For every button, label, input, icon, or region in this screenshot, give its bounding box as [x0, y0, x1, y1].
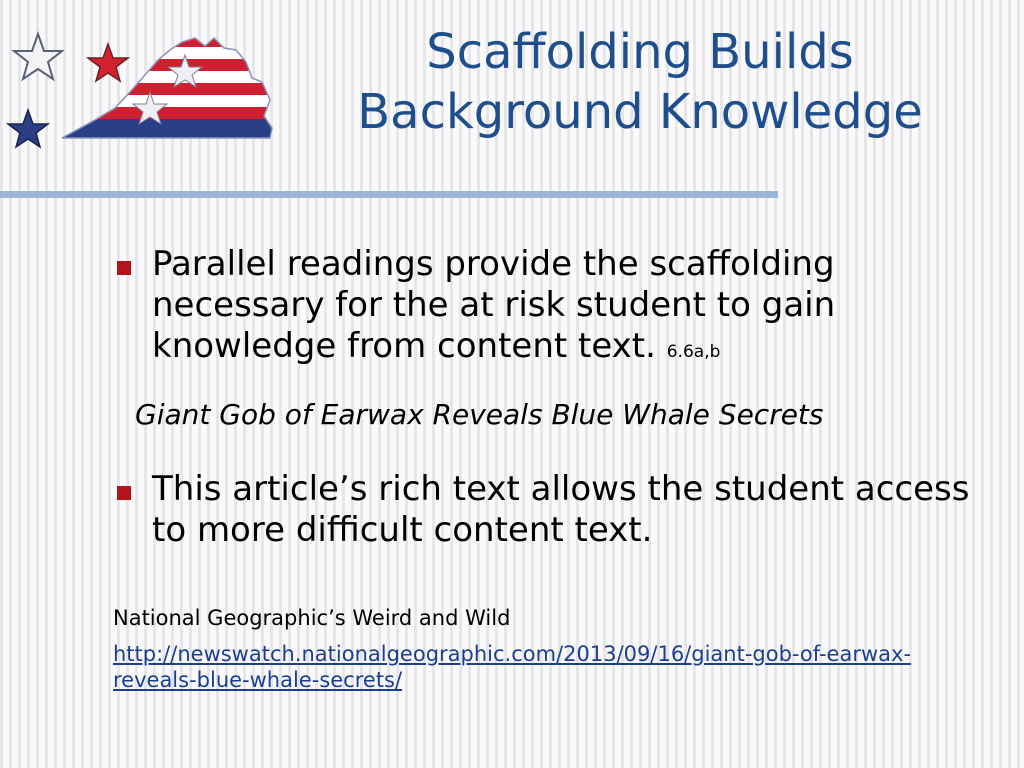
- slide-title-line1: Scaffolding Builds: [426, 24, 854, 80]
- slide-title: [280, 22, 1000, 142]
- bullet-text: This article’s rich text allows the student access to more difficult content text.: [152, 469, 970, 550]
- bullet-text: [152, 244, 987, 373]
- title-divider: [0, 191, 778, 198]
- bullet-item: [117, 469, 987, 551]
- article-title: Giant Gob of Earwax Reveals Blue Whale Secrets: [135, 398, 824, 431]
- virginia-flag-logo: [0, 20, 290, 160]
- article-link[interactable]: http://newswatch.nationalgeographic.com/2013/09/16/giant-gob-of-earwax-reveals-blue-whale-secrets/: [113, 642, 912, 692]
- bullet-item: [117, 244, 987, 373]
- square-bullet-icon: [117, 486, 131, 500]
- square-bullet-icon: [117, 261, 131, 275]
- white-star-icon: [14, 34, 62, 79]
- slide-title-line2: Background Knowledge: [357, 84, 923, 140]
- blue-star-icon: [8, 110, 48, 147]
- bullet-body: Parallel readings provide the scaffolding necessary for the at risk student to gain knowledge from content text.: [152, 244, 836, 366]
- source-credit: National Geographic’s Weird and Wild: [113, 606, 511, 630]
- standard-reference: 6.6a,b: [666, 342, 721, 362]
- red-star-icon: [88, 44, 128, 81]
